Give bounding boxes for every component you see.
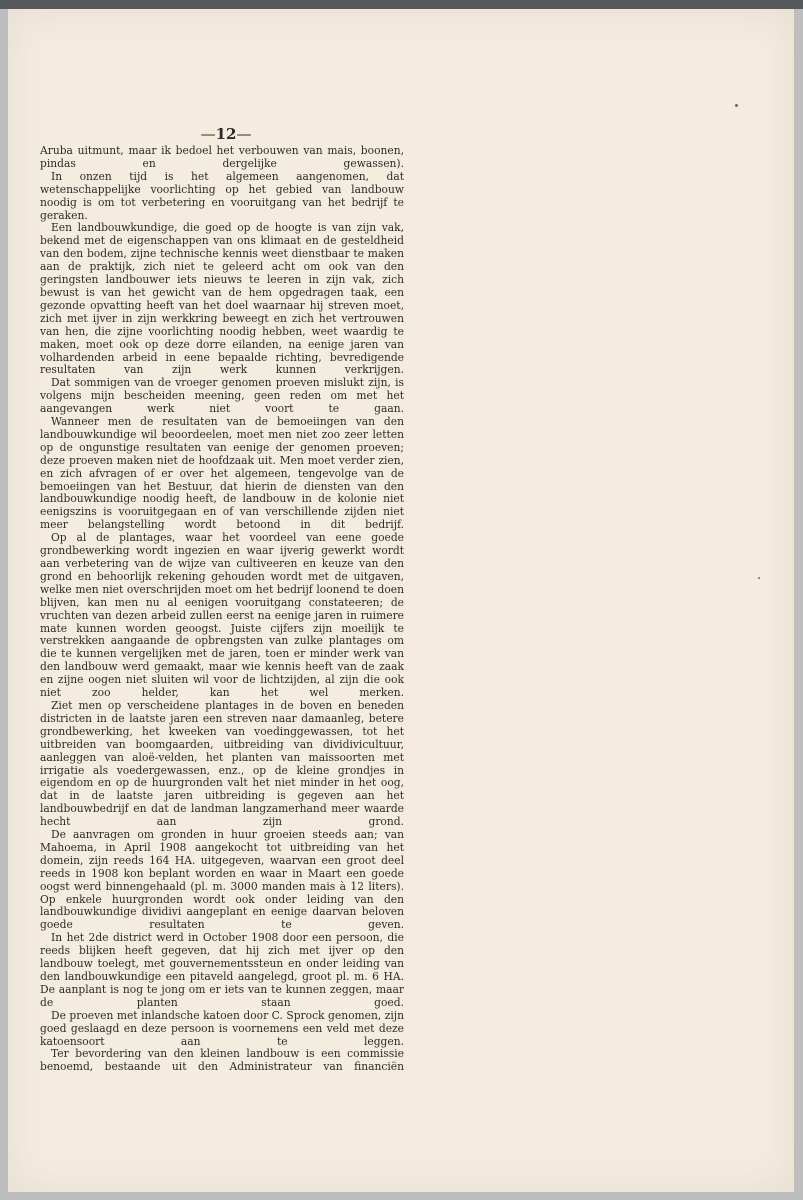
document-page [8, 9, 794, 1192]
page-number-value: 12 [215, 125, 237, 143]
paragraph: De proeven met inlandsche katoen door C. Sprock genomen, zijn goed geslaagd en deze persoon is voornemens een veld met deze katoensoort aan te leggen. [40, 1008, 404, 1048]
paper-speck [758, 577, 760, 579]
page-number: —12— [200, 125, 252, 143]
paragraph: In het 2de district werd in October 1908 door een persoon, die reeds blijken heeft gegeven, dat hij zich met ijver op den landbouw toelegt, met gouvernementssteun en onder leiding van den landbouwkundige een pitaveld aangelegd, groot pl. m. 6 HA. De aanplant is nog te jong om er iets van te kunnen zeggen, maar de planten staan goed. [40, 931, 404, 1009]
paragraph: Ziet men op verscheidene plantages in de boven en beneden districten in de laatste jaren een streven naar damaanleg, betere grondbewerking, het kweeken van voedinggewassen, tot het uitbreiden van boomgaarden, uitbreiding van dividivicultuur, aanleggen van aloë-velden, het planten van maissoorten met irrigatie als voedergewassen, enz., op de kleine grondjes in eigendom en op de huurgronden valt het niet minder in het oog, dat in de laatste jaren uitbreiding is gegeven aan het landbouwbedrijf en dat de landman langzamerhand meer waarde hecht aan zijn grond. [40, 698, 404, 829]
paragraph: Aruba uitmunt, maar ik bedoel het verbouwen van mais, boonen, pindas en dergelijke gewassen). [40, 144, 404, 170]
paragraph: De aanvragen om gronden in huur groeien steeds aan; van Mahoema, in April 1908 aangekocht tot uitbreiding van het domein, zijn reeds 164 HA. uitgegeven, waarvan een groot deel reeds in 1908 kon beplant worden en waar in Maart een goede oogst werd binnengehaald (pl. m. 3000 manden mais à 12 liters). Op enkele huurgronden wordt ook onder leiding van den landbouwkundige dividivi aangeplant en eenige daarvan beloven goede resultaten te geven. [40, 828, 404, 932]
paragraph: Een landbouwkundige, die goed op de hoogte is van zijn vak, bekend met de eigenschappen van ons klimaat en de gesteldheid van den bodem, zijne technische kennis weet dienstbaar te maken aan de praktijk, zich niet te geleerd acht om ook van den geringsten landbouwer iets nieuws te leeren in zijn vak, zich bewust is van het gewicht van de hem opgedragen taak, een gezonde opvatting heeft van het doel waarnaar hij streven moet, zich met ijver in zijn werkkring beweegt en zich het vertrouwen van hen, die zijne voorlichting noodig hebben, weet waardig te maken, moet ook op deze dorre eilanden, na eenige jaren van volhardenden arbeid in eene bepaalde richting, bevredigende resultaten van zijn werk kunnen verkrijgen. [40, 221, 404, 377]
scanner-edge [0, 0, 803, 9]
paragraph: Op al de plantages, waar het voordeel van eene goede grondbewerking wordt ingezien en waar ijverig gewerkt wordt aan verbetering van de wijze van cultiveeren en keuze van den grond en behoorlijk rekening gehouden wordt met de uitgaven, welke men niet overschrijden moet om het bedrijf loonend te doen blijven, kan men nu al eenigen vooruitgang constateeren; de vruchten van dezen arbeid zullen eerst na eenige jaren in ruimere mate kunnen worden geoogst. Juiste cijfers zijn moeilijk te verstrekken aangaande de opbrengsten van zulke plantages om die te kunnen vergelijken met de jaren, toen er minder werk van den landbouw werd gemaakt, maar wie kennis heeft van de zaak en zijne oogen niet sluiten wil voor de lichtzijden, al zijn die ook niet zoo helder, kan het wel merken. [40, 531, 404, 700]
body-text [40, 145, 404, 1074]
paragraph: In onzen tijd is het algemeen aangenomen, dat wetenschappelijke voorlichting op het gebied van landbouw noodig is om tot verbetering en vooruitgang van het bedrijf te geraken. [40, 169, 404, 222]
paragraph: Wanneer men de resultaten van de bemoeiingen van den landbouwkundige wil beoordeelen, moet men niet zoo zeer letten op de ongunstige resultaten van eenige der genomen proeven; deze proeven maken niet de hoofdzaak uit. Men moet verder zien, en zich afvragen of er over het algemeen, tengevolge van de bemoeiingen van het Bestuur, dat hierin de diensten van den landbouwkundige noodig heeft, de landbouw in de kolonie niet eenigszins is vooruitgegaan en of van verschillende zijden niet meer belangstelling wordt betoond in dit bedrijf. [40, 415, 404, 532]
paragraph: Ter bevordering van den kleinen landbouw is een commissie benoemd, bestaande uit den Administrateur van financiën [40, 1047, 404, 1074]
paragraph: Dat sommigen van de vroeger genomen proeven mislukt zijn, is volgens mijn bescheiden meening, geen reden om met het aangevangen werk niet voort te gaan. [40, 376, 404, 416]
paper-speck [735, 104, 738, 107]
